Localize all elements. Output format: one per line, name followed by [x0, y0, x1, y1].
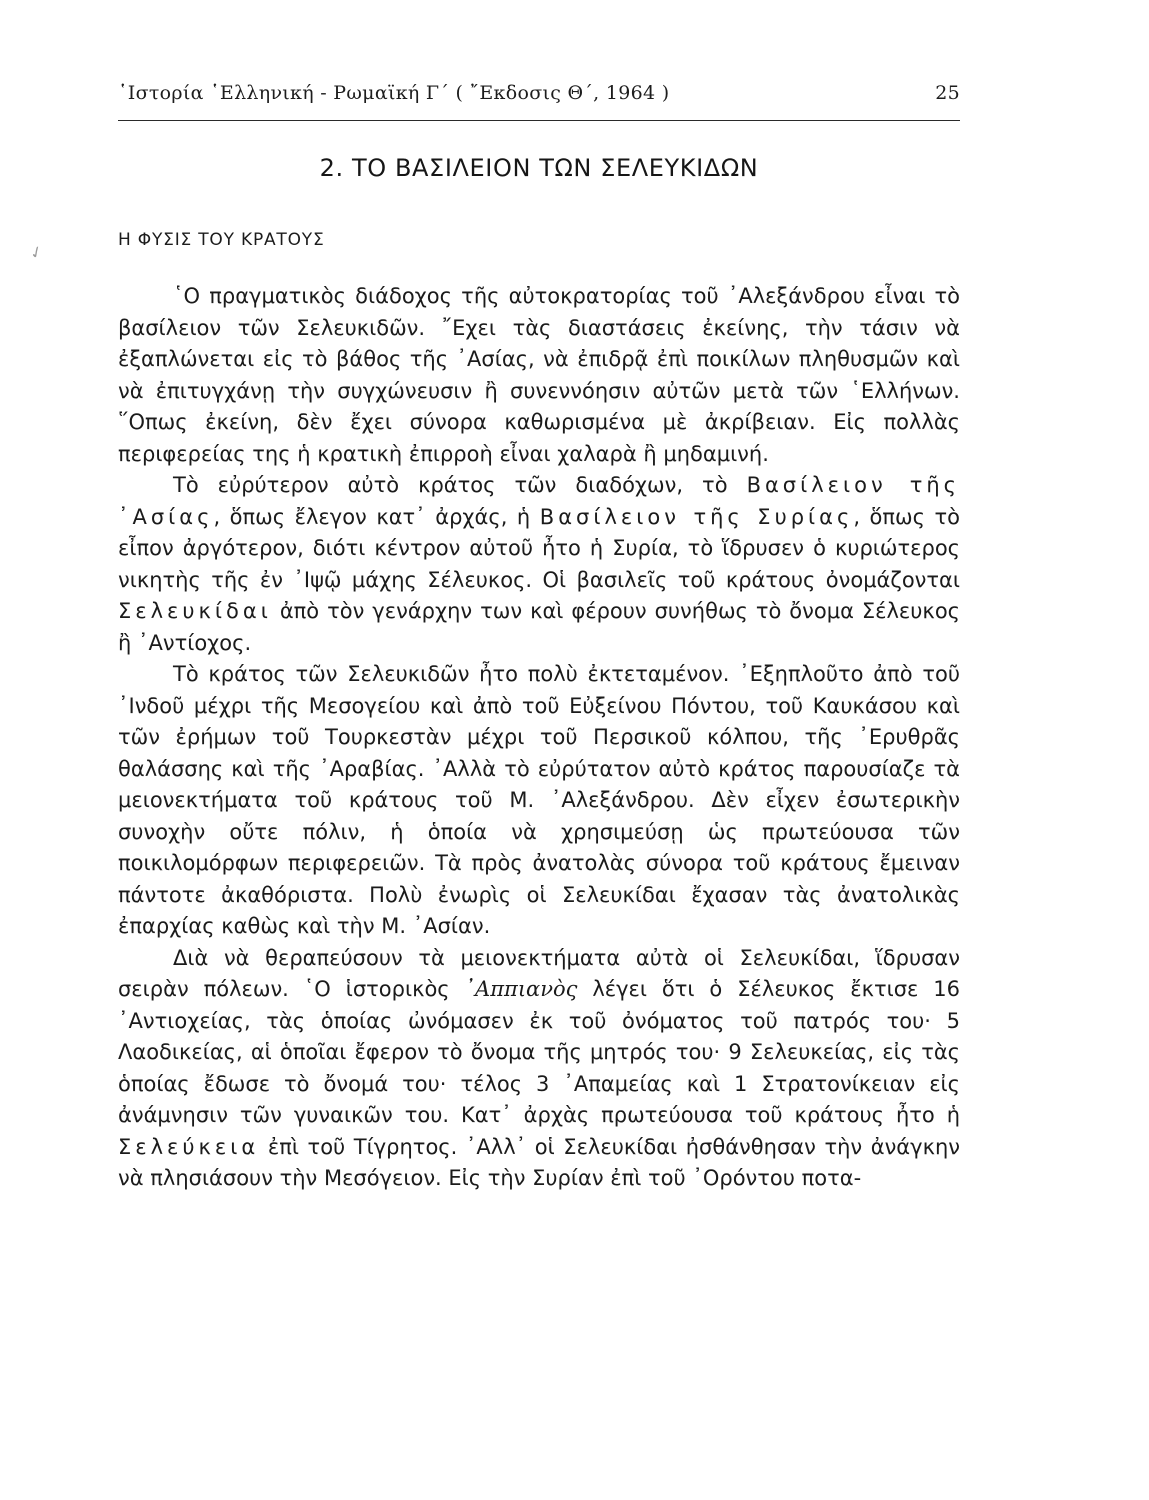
- page-number: 25: [935, 82, 960, 104]
- chapter-title: 2. ΤΟ ΒΑΣΙΛΕΙΟΝ ΤΩΝ ΣΕΛΕΥΚΙΔΩΝ: [319, 154, 759, 182]
- spaced-name-seleucids: Σελευκίδαι: [118, 599, 272, 623]
- running-head: [118, 82, 960, 118]
- paragraph-2-text-3: , ὅπως τὸ εἶπον ἀργότερον, διότι κέντρον αὐτοῦ ἦτο ἡ Συρία, τὸ ἵδρυσεν ὁ κυριώτερος νικητὴς τῆς ἐν ᾿Ιψῷ μάχης Σέλευκος. Οἱ βασιλεῖς τοῦ κράτους ὀνομάζονται: [118, 504, 960, 592]
- margin-pencil-mark: ✓: [26, 240, 47, 264]
- paragraph-4-text-2: λέγει ὅτι ὁ Σέλευκος ἔκτισε 16 ᾿Αντιοχείας, τὰς ὁποίας ὠνόμασεν ἐκ τοῦ ὀνόματος τοῦ πατρός του· 5 Λαοδικείας, αἱ ὁποῖαι ἔφερον τὸ ὄνομα τῆς μητρός του· 9 Σελευκείας, εἰς τὰς ὁποίας ἔδωσε τὸ ὄνομά του· τέλος 3 ᾿Απαμείας καὶ 1 Στρατονίκειαν εἰς ἀνάμνησιν τῶν γυναικῶν του. Κατ᾿ ἀρχὰς πρωτεύουσα τοῦ κράτους ἦτο ἡ: [118, 977, 960, 1127]
- paragraph-4-text-3: ἐπὶ τοῦ Τίγρητος. ᾿Αλλ᾿ οἱ Σελευκίδαι ἠσθάνθησαν τὴν ἀνάγκην νὰ πλησιάσουν τὴν Μεσόγειον. Εἰς τὴν Συρίαν ἐπὶ τοῦ ᾿Ορόντου ποτα-: [118, 1134, 960, 1190]
- spaced-name-kingdom-of-asia: Βασίλειον τῆς ᾿Ασίας: [118, 473, 960, 529]
- section-heading: Η ΦΥΣΙΣ ΤΟΥ ΚΡΑΤΟΥΣ: [118, 230, 325, 250]
- paragraph-2-text-4: ἀπὸ τὸν γενάρχην των καὶ φέρουν συνήθως τὸ ὄνομα Σέλευκος ἢ ᾿Αντίοχος.: [118, 599, 960, 655]
- paragraph-4-text-1: Διὰ νὰ θεραπεύσουν τὰ μειονεκτήματα αὐτὰ οἱ Σελευκίδαι, ἵδρυσαν σειρὰν πόλεων. ῾Ο ἱστορικὸς: [118, 945, 960, 1001]
- paragraph-3: Τὸ κράτος τῶν Σελευκιδῶν ἦτο πολὺ ἐκτεταμένον. ᾿Εξηπλοῦτο ἀπὸ τοῦ ᾿Ινδοῦ μέχρι τῆς Μεσογείου καὶ ἀπὸ τοῦ Εὐξείνου Πόντου, τοῦ Καυκάσου καὶ τῶν ἐρήμων τοῦ Τουρκεστὰν μέχρι τοῦ Περσικοῦ κόλπου, τῆς ᾿Ερυθρᾶς θαλάσσης καὶ τῆς ᾿Αραβίας. ᾿Αλλὰ τὸ εὐρύτατον αὐτὸ κράτος παρουσίαζε τὰ μειονεκτήματα τοῦ κράτους τοῦ Μ. ᾿Αλεξάνδρου. Δὲν εἶχεν ἐσωτερικὴν συνοχὴν οὔτε πόλιν, ἡ ὁποία νὰ χρησιμεύσῃ ὡς πρωτεύουσα τῶν ποικιλομόρφων περιφερειῶν. Τὰ πρὸς ἀνατολὰς σύνορα τοῦ κράτους ἔμειναν πάντοτε ἀκαθόριστα. Πολὺ ἐνωρὶς οἱ Σελευκίδαι ἔχασαν τὰς ἀνατολικὰς ἐπαρχίας καθὼς καὶ τὴν Μ. ᾿Ασίαν.: [118, 662, 960, 938]
- body-text: [118, 281, 960, 1195]
- header-rule: [118, 120, 960, 121]
- paragraph-2: [118, 470, 960, 659]
- paragraph-1: ῾Ο πραγματικὸς διάδοχος τῆς αὐτοκρατορίας τοῦ ᾿Αλεξάνδρου εἶναι τὸ βασίλειον τῶν Σελευκιδῶν. ῎Εχει τὰς διαστάσεις ἐκείνης, τὴν τάσιν νὰ ἐξαπλώνεται εἰς τὸ βάθος τῆς ᾿Ασίας, νὰ ἐπιδρᾷ ἐπὶ ποικίλων πληθυσμῶν καὶ νὰ ἐπιτυγχάνῃ τὴν συγχώνευσιν ἢ συνεννόησιν αὐτῶν μετὰ τῶν ῾Ελλήνων. ῞Οπως ἐκείνη, δὲν ἔχει σύνορα καθωρισμένα μὲ ἀκρίβειαν. Εἰς πολλὰς περιφερείας της ἡ κρατικὴ ἐπιρροὴ εἶναι χαλαρὰ ἢ μηδαμινή.: [118, 284, 960, 466]
- paragraph-4: [118, 943, 960, 1195]
- paragraph-2-text-1: Τὸ εὐρύτερον αὐτὸ κράτος τῶν διαδόχων, τὸ: [173, 473, 747, 497]
- running-head-title: ῾Ιστορία ῾Ελληνική - Ρωμαϊκή Γ΄ ( ῎Εκδοσις Θ΄, 1964 ): [118, 82, 670, 104]
- spaced-name-kingdom-of-syria: Βασίλειον τῆς Συρίας: [539, 504, 854, 529]
- spaced-name-seleucia: Σελεύκεια: [118, 1134, 260, 1159]
- italic-author-appian: ᾿Αππιανὸς: [464, 977, 578, 1001]
- paragraph-2-text-2: , ὅπως ἔλεγον κατ᾿ ἀρχάς, ἡ: [213, 504, 540, 529]
